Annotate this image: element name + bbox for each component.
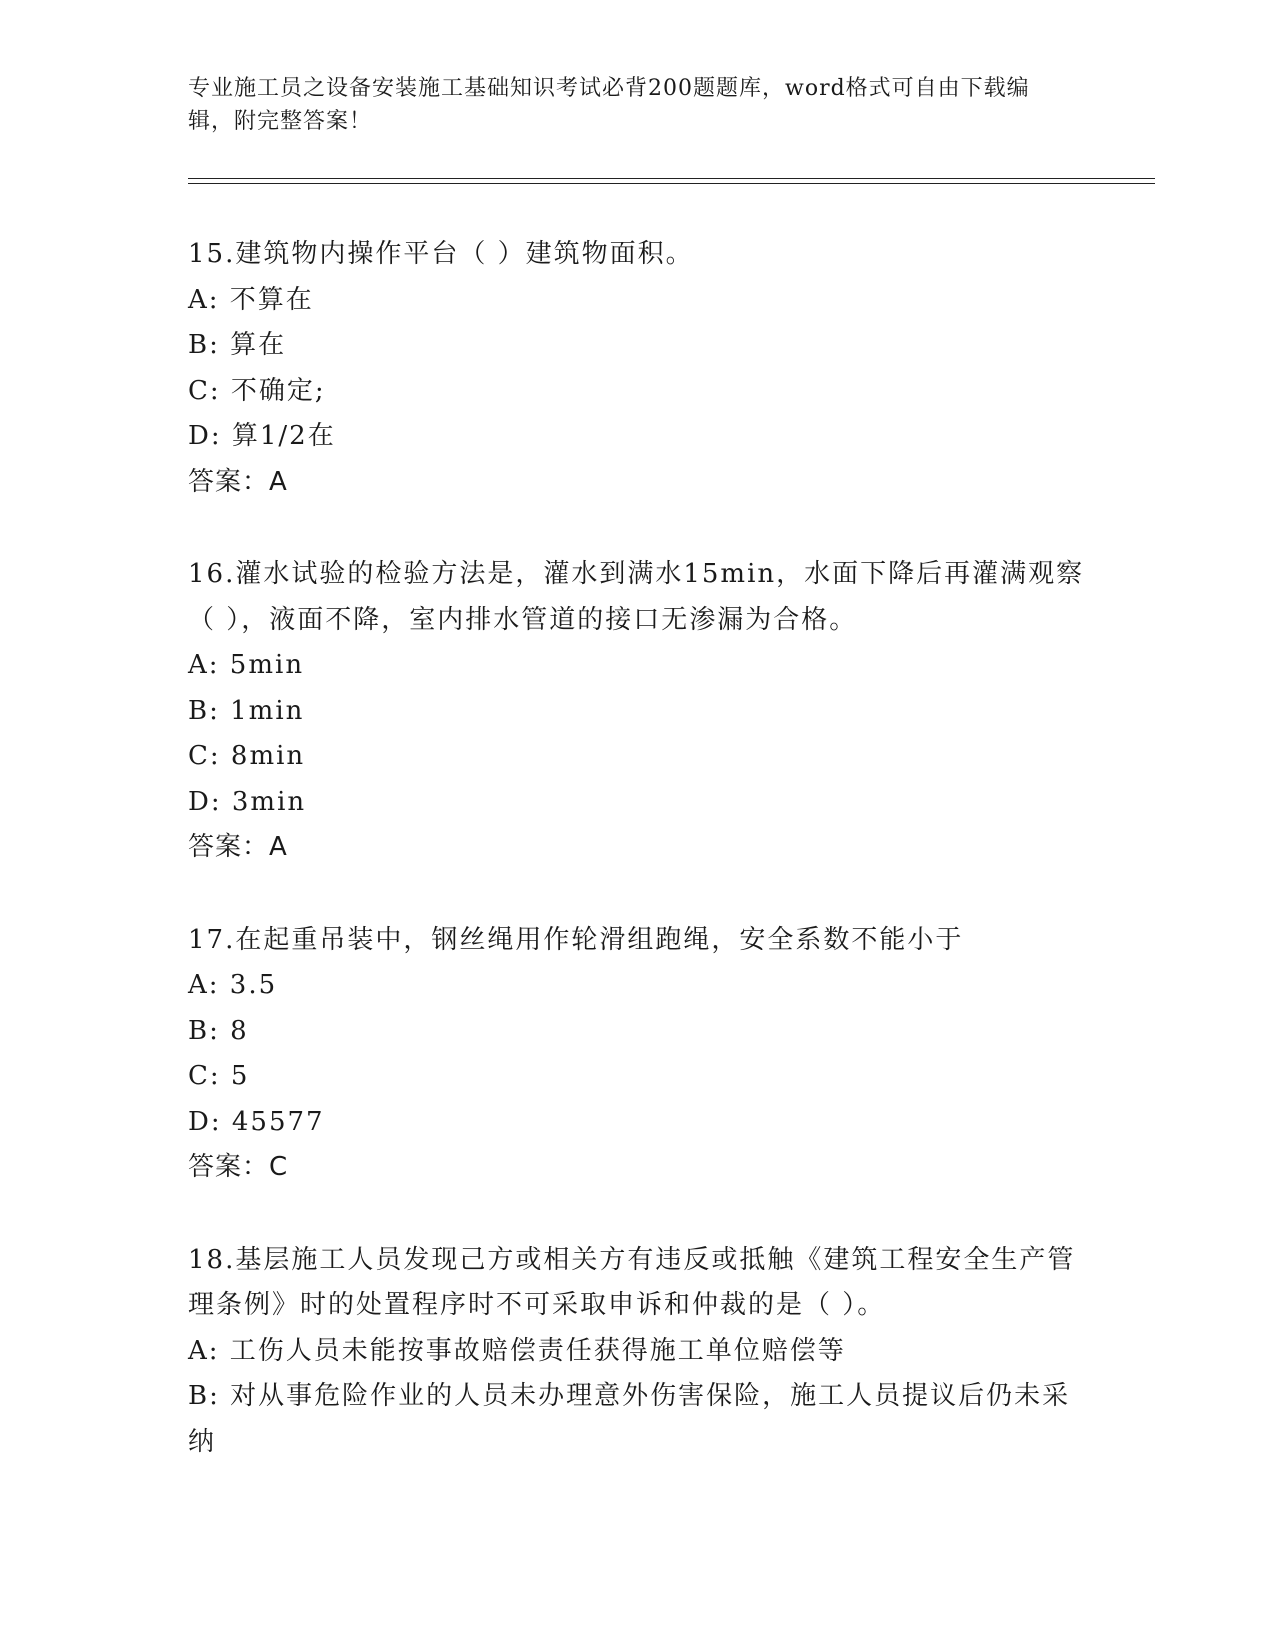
option-c: C: 5: [188, 1061, 250, 1091]
option-a: A: 5min: [188, 650, 305, 680]
question-text: 15.建筑物内操作平台（ ）建筑物面积。: [188, 239, 694, 269]
option-c: C: 8min: [188, 741, 306, 771]
option-a: A: 工伤人员未能按事故赔偿责任获得施工单位赔偿等: [188, 1335, 846, 1366]
question-list: [188, 232, 1088, 1512]
answer: 答案：A: [188, 466, 288, 497]
option-b: B: 8: [188, 1015, 249, 1046]
question-18: [188, 1238, 1088, 1466]
option-b: B: 算在: [188, 330, 287, 360]
option-b: B: 1min: [188, 695, 305, 726]
option-a: A: 3.5: [188, 970, 278, 1000]
answer: 答案：A: [188, 832, 288, 862]
option-c: C: 不确定;: [188, 375, 326, 406]
header-divider-top: [188, 178, 1155, 179]
answer: 答案：C: [188, 1152, 289, 1182]
option-d: D: 45577: [188, 1106, 325, 1137]
option-d: D: 3min: [188, 786, 307, 817]
question-text: 18.基层施工人员发现己方或相关方有违反或抵触《建筑工程安全生产管理条例》时的处置程序时不可采取申诉和仲裁的是（ ）。: [188, 1244, 1076, 1320]
question-17: [188, 918, 1088, 1191]
option-b: B: 对从事危险作业的人员未办理意外伤害保险，施工人员提议后仍未采纳: [188, 1381, 1071, 1457]
header-divider-bottom: [188, 183, 1155, 184]
question-15: [188, 232, 1088, 505]
option-a: A: 不算在: [188, 284, 314, 315]
question-text: 17.在起重吊装中，钢丝绳用作轮滑组跑绳，安全系数不能小于: [188, 924, 964, 955]
option-d: D: 算1/2在: [188, 421, 336, 451]
question-text: 16.灌水试验的检验方法是，灌水到满水15min，水面下降后再灌满观察（ ），液面不降，室内排水管道的接口无渗漏为合格。: [188, 559, 1085, 635]
question-16: [188, 552, 1088, 871]
document-header: 专业施工员之设备安装施工基础知识考试必背200题题库，word格式可自由下载编辑，附完整答案！: [188, 76, 1030, 134]
